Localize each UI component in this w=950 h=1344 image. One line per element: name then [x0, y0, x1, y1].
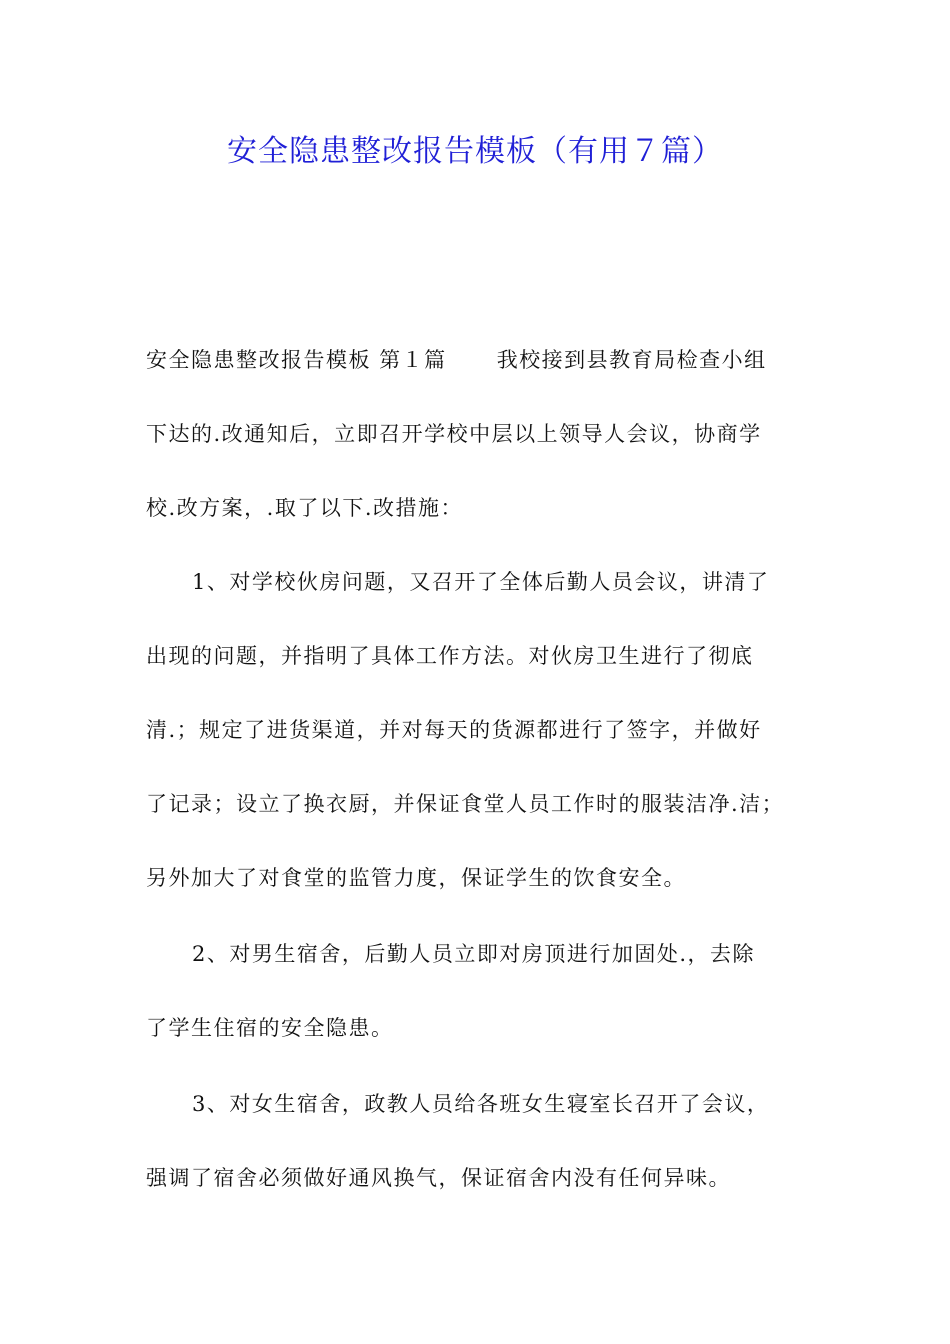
body-line: 下达的.改通知后，立即召开学校中层以上领导人会议，协商学 — [146, 422, 762, 446]
body-line: 了学生住宿的安全隐患。 — [146, 1016, 394, 1040]
body-line: 校.改方案，.取了以下.改措施： — [146, 496, 464, 520]
body-line: 了记录；设立了换衣厨，并保证食堂人员工作时的服装洁净.洁； — [146, 792, 785, 816]
body-line: 出现的问题，并指明了具体工作方法。对伙房卫生进行了彻底 — [146, 644, 754, 668]
body-line: 3、对女生宿舍，政教人员给各班女生寝室长召开了会议， — [192, 1092, 770, 1116]
body-line: 强调了宿舍必须做好通风换气，保证宿舍内没有任何异味。 — [146, 1166, 731, 1190]
document-title: 安全隐患整改报告模板（有用７篇） — [227, 134, 723, 169]
body-line: 1、对学校伙房问题，又召开了全体后勤人员会议，讲清了 — [192, 570, 770, 594]
body-line: 另外加大了对食堂的监管力度，保证学生的饮食安全。 — [146, 866, 686, 890]
body-line: 清.；规定了进货渠道，并对每天的货源都进行了签字，并做好 — [146, 718, 762, 742]
section-heading: 安全隐患整改报告模板 第１篇 — [146, 348, 447, 372]
body-text-span: 我校接到县教育局检查小组 — [496, 348, 767, 372]
document-body — [146, 338, 810, 1230]
body-line: 2、对男生宿舍，后勤人员立即对房顶进行加固处.，去除 — [192, 942, 756, 966]
body-line — [146, 338, 810, 412]
